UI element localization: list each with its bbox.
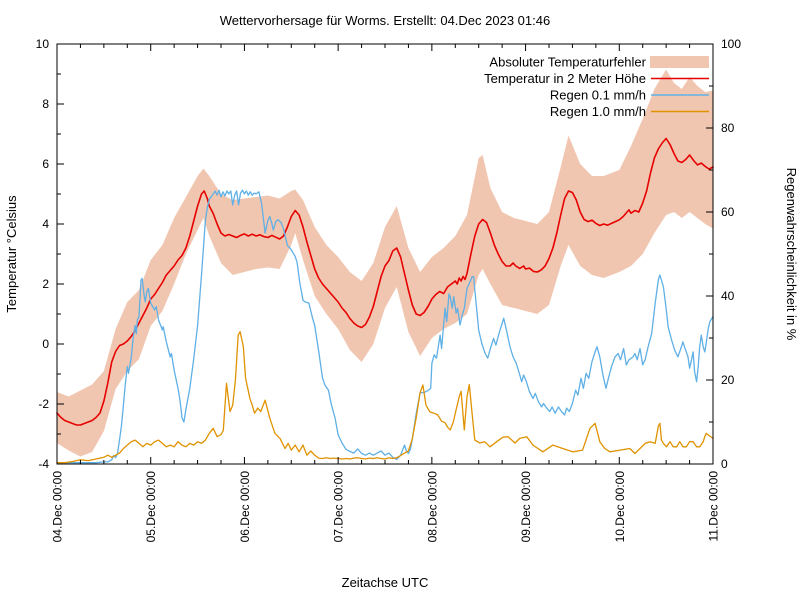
y-right-tick-label: 0 [721,457,728,471]
y-right-tick-label: 60 [721,205,735,219]
legend-label-error-band: Absoluter Temperaturfehler [489,54,646,70]
x-tick-label: 11.Dec 00:00 [706,471,721,542]
legend-label-temperature: Temperatur in 2 Meter Höhe [484,71,646,86]
x-tick-label: 09.Dec 00:00 [519,471,534,543]
y-left-tick-label: 6 [42,157,49,171]
y-right-axis-label: Regenwahrscheinlichkeit in % [784,167,799,341]
y-left-tick-label: 0 [42,337,49,351]
y-left-tick-label: 4 [42,217,49,231]
series-line [57,332,713,463]
y-left-tick-label: 10 [35,37,49,51]
y-left-tick-label: 2 [42,277,49,291]
x-tick-label: 08.Dec 00:00 [425,471,440,543]
legend-label-rain10: Regen 1.0 mm/h [549,104,646,119]
x-tick-label: 07.Dec 00:00 [331,471,346,543]
x-tick-label: 10.Dec 00:00 [612,471,627,543]
error-band-area [57,70,713,457]
x-tick-label: 05.Dec 00:00 [144,471,159,543]
legend-label-rain01: Regen 0.1 mm/h [549,87,646,103]
error-band-swatch [650,56,709,68]
y-left-tick-label: 8 [42,97,49,111]
y-right-tick-label: 100 [721,37,742,51]
x-axis-label: Zeitachse UTC [341,575,429,590]
y-right-tick-label: 80 [721,121,735,135]
x-tick-label: 04.Dec 00:00 [50,471,65,543]
y-left-axis-label: Temperatur °Celsius [4,195,19,313]
y-left-tick-label: -2 [38,397,49,411]
y-right-tick-label: 20 [721,373,735,387]
error-band [57,70,713,457]
x-tick-label: 06.Dec 00:00 [237,471,252,543]
chart-title: Wettervorhersage für Worms. Erstellt: 04.Dec 2023 01:46 [219,13,551,28]
y-right-tick-label: 40 [721,289,735,303]
y-left-tick-label: -4 [38,457,49,471]
